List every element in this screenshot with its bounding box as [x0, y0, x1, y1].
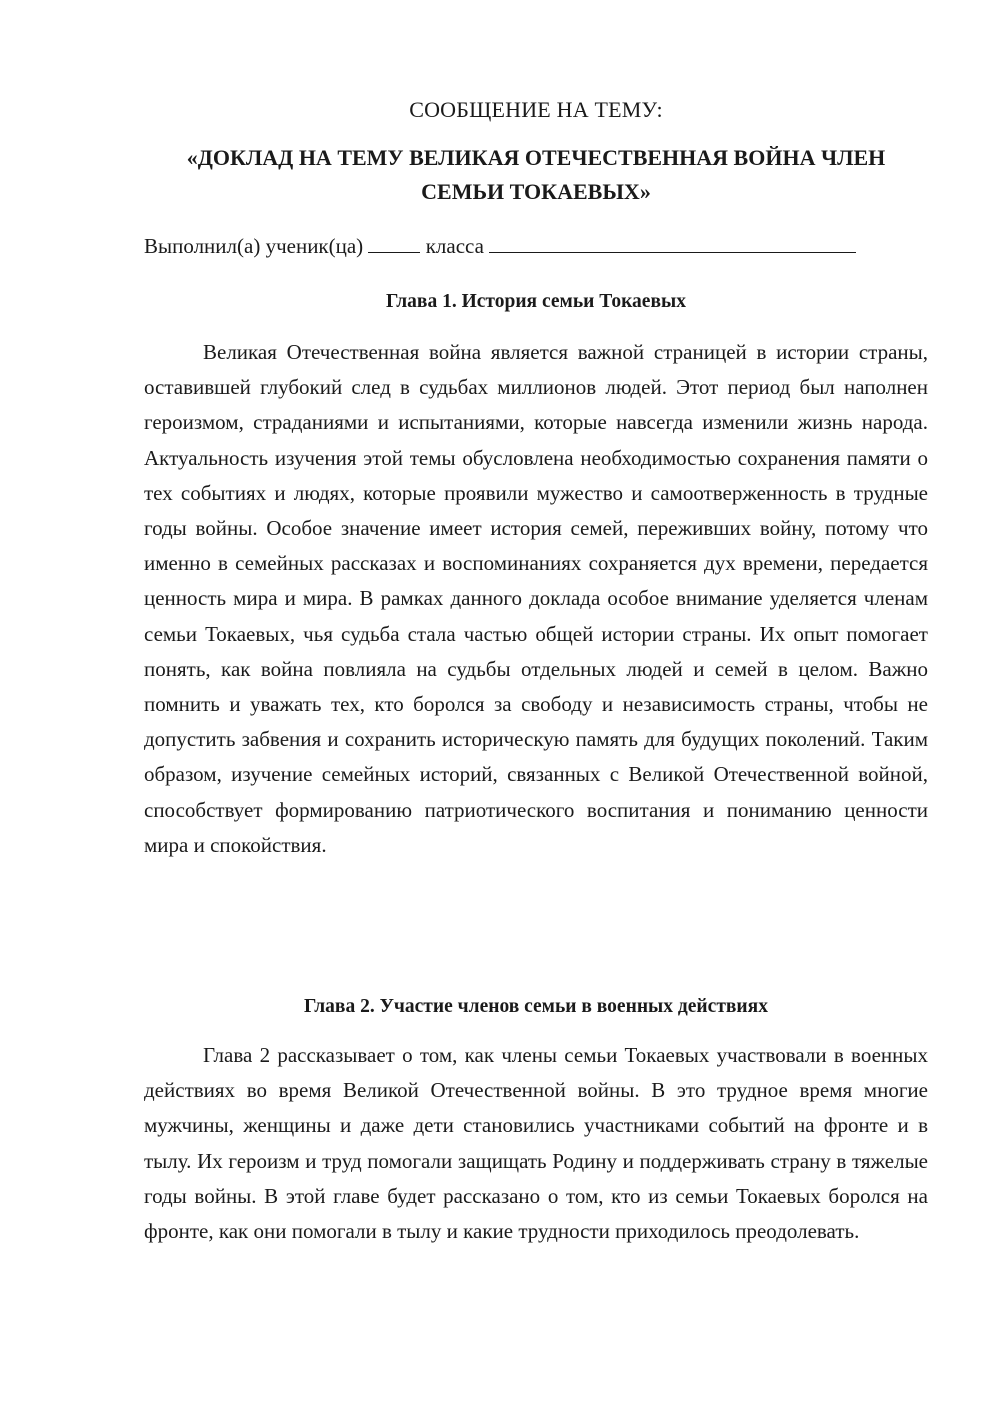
- chapter-1-title: Глава 1. История семьи Токаевых: [386, 291, 686, 312]
- class-label: класса: [425, 234, 484, 258]
- name-blank: [489, 232, 856, 253]
- chapter-2-title: Глава 2. Участие членов семьи в военных действиях: [304, 996, 768, 1017]
- chapter-1-text: Великая Отечественная война является важной страницей в истории страны, оставившей глубокий след в судьбах миллионов людей. Этот период был наполнен героизмом, страданиями и испытаниями, которые навсегда изменили жизнь народа. Актуальность изучения этой темы обусловлена необходимостью сохранения памяти о тех событиях и людях, которые проявили мужество и самоотверженность в трудные годы войны. Особое значение имеет история семей, переживших войну, потому что именно в семейных рассказах и воспоминаниях сохраняется дух времени, передается ценность мира и мира. В рамках данного доклада особое внимание уделяется членам семьи Токаевых, чья судьба стала частью общей истории страны. Их опыт помогает понять, как война повлияла на судьбы отдельных людей и семей в целом. Важно помнить и уважать тех, кто боролся за свободу и независимость страны, чтобы не допустить забвения и сохранить историческую память для будущих поколений. Таким образом, изучение семейных историй, связанных с Великой Отечественной войной, способствует формированию патриотического воспитания и пониманию ценности мира и спокойствия.: [144, 340, 928, 857]
- grade-blank: [368, 232, 420, 253]
- performed-by-label: Выполнил(а) ученик(ца): [144, 234, 364, 258]
- chapter-2-text: Глава 2 рассказывает о том, как члены семьи Токаевых участвовали в военных действиях во время Великой Отечественной войны. В это трудное время многие мужчины, женщины и даже дети становились участниками событий на фронте и в тылу. Их героизм и труд помогали защищать Родину и поддерживать страну в тяжелые годы войны. В этой главе будет рассказано о том, кто из семьи Токаевых боролся на фронте, как они помогали в тылу и какие трудности приходилось преодолевать.: [144, 1043, 928, 1244]
- document-title: «ДОКЛАД НА ТЕМУ ВЕЛИКАЯ ОТЕЧЕСТВЕННАЯ ВОЙНА ЧЛЕН СЕМЬИ ТОКАЕВЫХ»: [186, 145, 886, 204]
- author-line: [144, 232, 928, 260]
- document-kicker: СООБЩЕНИЕ НА ТЕМУ:: [409, 97, 663, 122]
